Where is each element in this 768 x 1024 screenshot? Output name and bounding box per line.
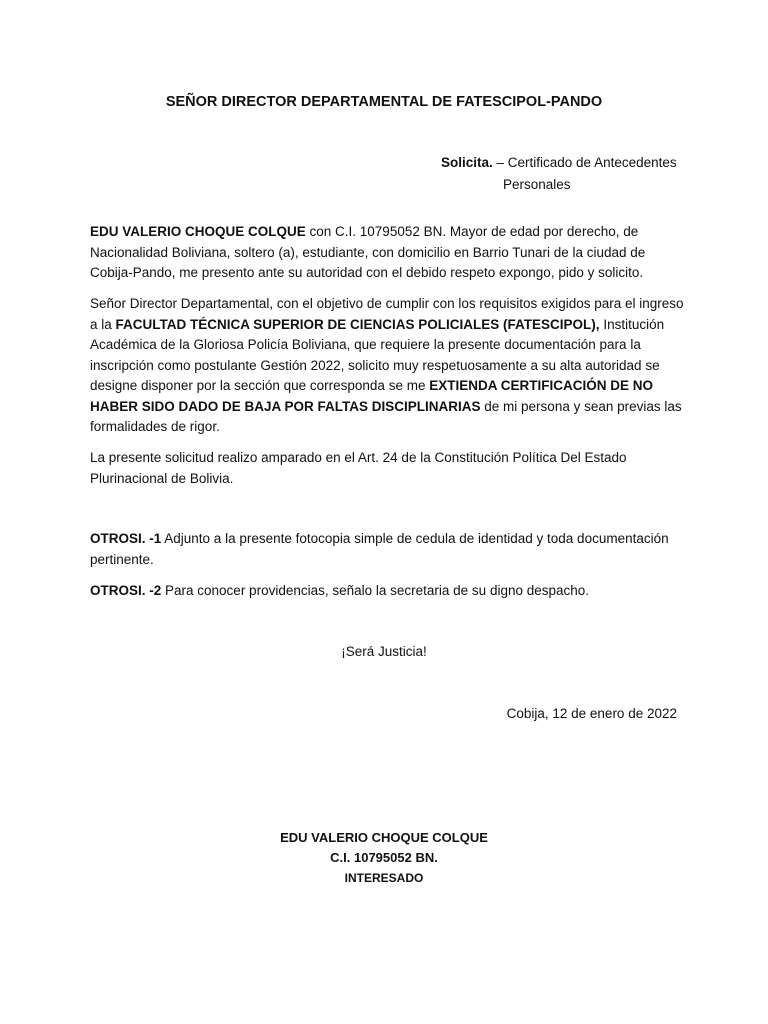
introduction-text: con C.I. 10795052 BN. Mayor de edad por derecho, de Nacionalidad Boliviana, soltero (a), estudiante, con domicilio en Barrio Tunari de la ciudad de Cobija-Pando, me presento ante su autoridad con el debido respeto expongo, pido y solicito. bbox=[90, 224, 646, 280]
request-text-b: Institución Académica de la Gloriosa Policía Boliviana, que requiere la presente documentación para la inscripción como postulante Gestión 2022, solicito muy respetuosamente a su alta autoridad se designe disponer por la sección que corresponda se me bbox=[90, 316, 665, 393]
paragraph-request bbox=[90, 294, 690, 438]
solicita-label: Solicita. bbox=[441, 155, 493, 170]
request-bold-faculty: FACULTAD TÉCNICA SUPERIOR DE CIENCIAS POLICIALES (FATESCIPOL), bbox=[115, 316, 600, 332]
request-text-c: de mi persona y sean previas las formalidades de rigor. bbox=[90, 398, 682, 434]
solicita-block bbox=[441, 152, 741, 196]
applicant-name: EDU VALERIO CHOQUE COLQUE bbox=[90, 224, 306, 239]
signature-role: INTERESADO bbox=[344, 871, 424, 885]
paragraph-introduction bbox=[90, 222, 690, 284]
otrosi-1-text: Adjunto a la presente fotocopia simple de cedula de identidad y toda documentación pertinente. bbox=[90, 531, 669, 567]
paragraph-legal-basis: La presente solicitud realizo amparado en el Art. 24 de la Constitución Política Del Estado Plurinacional de Bolivia. bbox=[90, 450, 627, 486]
request-bold-certification: EXTIENDA CERTIFICACIÓN DE NO HABER SIDO DADO DE BAJA POR FALTAS DISCIPLINARIAS bbox=[90, 378, 653, 414]
signature-ci: C.I. 10795052 BN. bbox=[330, 850, 438, 865]
signature-name: EDU VALERIO CHOQUE COLQUE bbox=[280, 830, 488, 845]
request-text-a: Señor Director Departamental, con el objetivo de cumplir con los requisitos exigidos para el ingreso a la bbox=[90, 296, 684, 332]
solicita-text-line2: Personales bbox=[503, 177, 571, 192]
otrosi-2-label: OTROSI. -2 bbox=[90, 583, 162, 598]
otrosi-2-text: Para conocer providencias, señalo la secretaria de su digno despacho. bbox=[161, 583, 590, 598]
signature-block bbox=[0, 828, 768, 888]
otrosi-2 bbox=[90, 581, 690, 602]
otrosi-1-label: OTROSI. -1 bbox=[90, 531, 162, 546]
solicita-text: – Certificado de Antecedentes bbox=[492, 155, 677, 170]
document-title: SEÑOR DIRECTOR DEPARTAMENTAL DE FATESCIPOL-PANDO bbox=[165, 94, 603, 110]
otrosi-1 bbox=[90, 529, 690, 570]
closing-phrase: ¡Será Justicia! bbox=[341, 644, 427, 659]
document-date: Cobija, 12 de enero de 2022 bbox=[506, 706, 677, 721]
